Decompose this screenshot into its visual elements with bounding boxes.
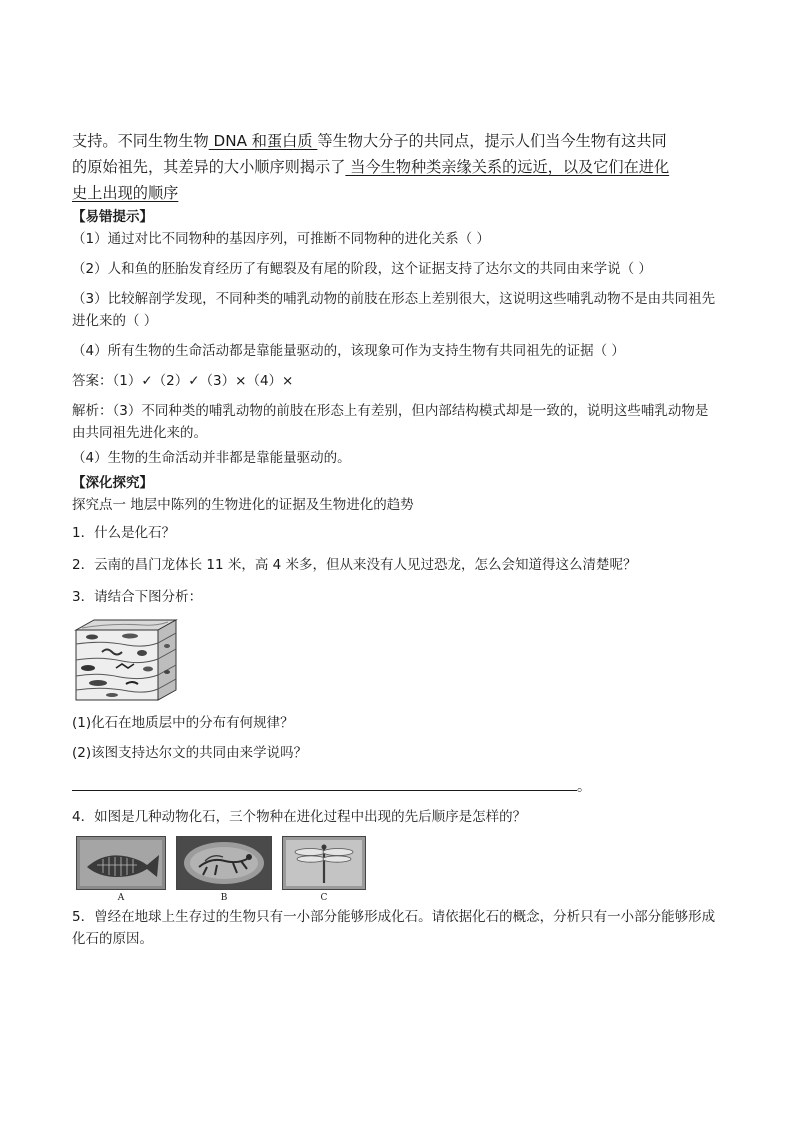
fossil-figure <box>76 836 718 904</box>
answer-blank-molecules: DNA 和蛋白质 <box>208 132 318 150</box>
document-content <box>72 128 718 958</box>
fossil-a <box>76 836 166 904</box>
fish-fossil-image <box>76 836 166 890</box>
answer-underline <box>72 790 577 791</box>
answer-fill-line <box>72 772 718 794</box>
question-3-part-1: (1)化石在地质层中的分布有何规律？ <box>72 715 294 731</box>
explore-point-title: 探究点一 地层中陈列的生物进化的证据及生物进化的趋势 <box>72 497 414 513</box>
intro-line-2 <box>72 154 718 180</box>
explore-heading: 【深化探究】 <box>72 475 153 491</box>
hint-item: （3）比较解剖学发现，不同种类的哺乳动物的前肢在形态上差别很大，这说明这些哺乳动物不是由共同祖先进化来的（ ） <box>72 291 716 329</box>
intro-text: 的原始祖先，其差异的大小顺序则揭示了 <box>72 158 346 176</box>
rock-strata-figure <box>72 616 178 702</box>
intro-line-3 <box>72 180 718 206</box>
hints-heading: 【易错提示】 <box>72 209 153 225</box>
analysis-line: 解析：（3）不同种类的哺乳动物的前肢在形态上有差别，但内部结构模式却是一致的，说明这些哺乳动物是由共同祖先进化来的。 <box>72 403 709 441</box>
question-4: 4．如图是几种动物化石，三个物种在进化过程中出现的先后顺序是怎样的？ <box>72 809 527 825</box>
fossil-label-c: C <box>320 893 328 903</box>
hint-item: （4）所有生物的生命活动都是靠能量驱动的，该现象可作为支持生物有共同祖先的证据（ ） <box>72 343 625 359</box>
question-5: 5．曾经在地球上生存过的生物只有一小部分能够形成化石。请依据化石的概念，分析只有一小部分能够形成化石的原因。 <box>72 909 716 947</box>
intro-text: 等生物大分子的共同点，提示人们当今生物有这共同 <box>317 132 667 150</box>
hint-item: （1）通过对比不同物种的基因序列，可推断不同物种的进化关系（ ） <box>72 231 490 247</box>
hint-item: （2）人和鱼的胚胎发育经历了有鳃裂及有尾的阶段，这个证据支持了达尔文的共同由来学说（ ） <box>72 261 652 277</box>
analysis-line: （4）生物的生命活动并非都是靠能量驱动的。 <box>72 450 351 466</box>
answer-line-period: 。 <box>577 779 591 795</box>
fossil-c <box>282 836 366 904</box>
intro-line-1 <box>72 128 718 154</box>
fossil-b <box>176 836 272 904</box>
answer-blank-order: 史上出现的顺序 <box>72 184 179 202</box>
answer-blank-relationship: 当今生物种类亲缘关系的远近，以及它们在进化 <box>345 158 670 176</box>
intro-text: 支持。不同生物生物 <box>72 132 209 150</box>
question-2: 2．云南的昌门龙体长 11 米，高 4 米多，但从来没有人见过恐龙，怎么会知道得这么清楚呢？ <box>72 557 637 573</box>
question-3-part-2: (2)该图支持达尔文的共同由来学说吗？ <box>72 745 308 761</box>
dragonfly-fossil-image <box>282 836 366 890</box>
answer-line: 答案：（1）✓（2）✓（3）×（4）× <box>72 373 294 389</box>
question-1: 1．什么是化石？ <box>72 525 176 541</box>
fossil-label-b: B <box>220 893 228 903</box>
reptile-fossil-image <box>176 836 272 890</box>
question-3: 3．请结合下图分析： <box>72 589 203 605</box>
fossil-label-a: A <box>117 893 125 903</box>
